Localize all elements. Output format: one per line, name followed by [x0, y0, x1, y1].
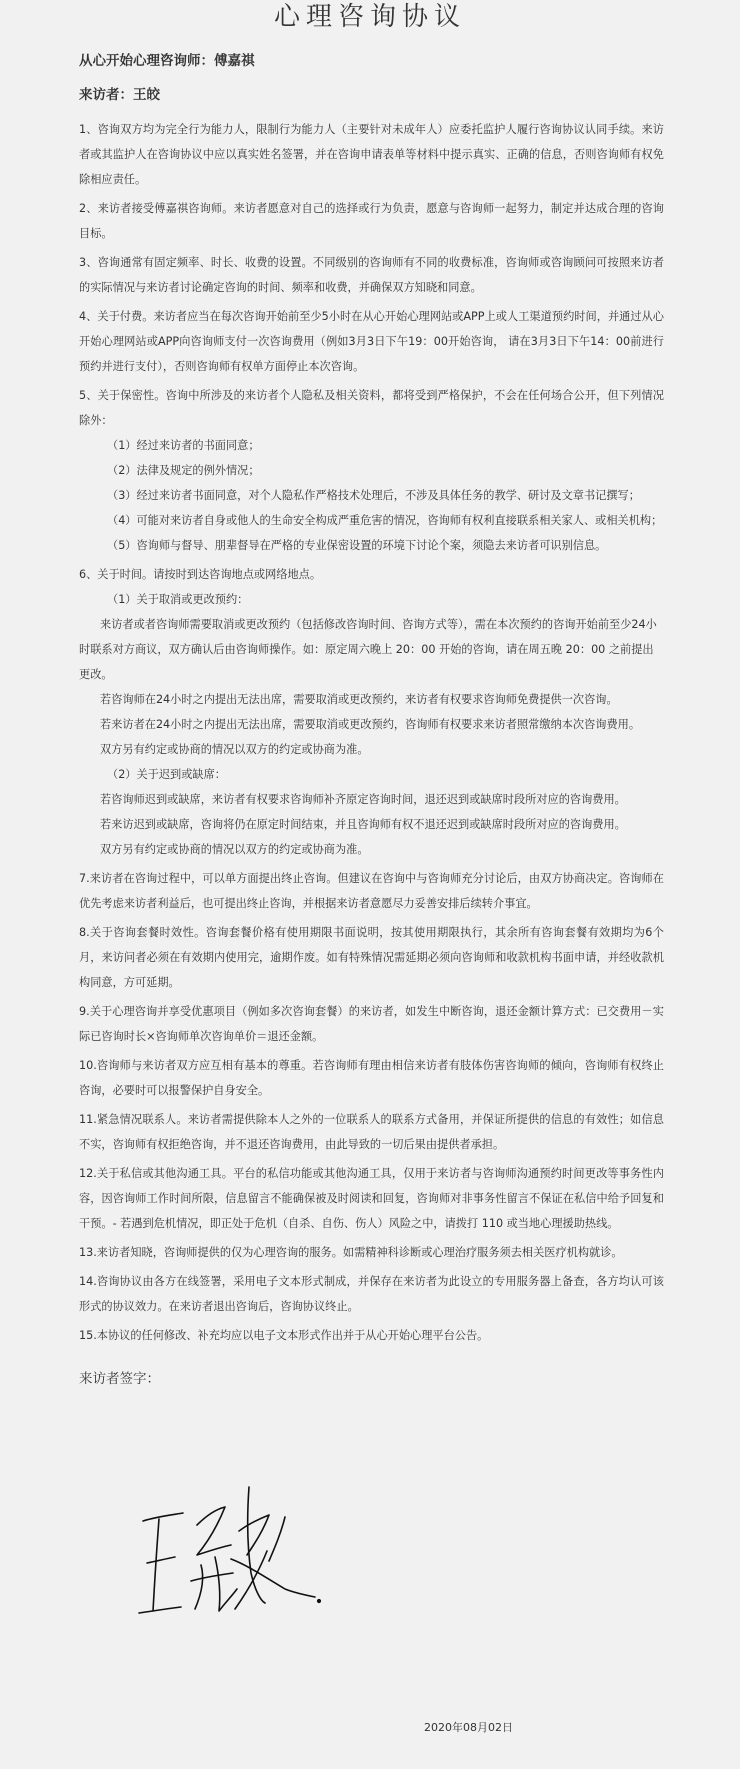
- clause-6-intro: 6、关于时间。请按时到达咨询地点或网络地点。: [79, 568, 322, 581]
- clause-6-sub1-line: 若咨询师在24小时之内提出无法出席，需要取消或更改预约，来访者有权要求咨询师免费提供一次咨询。: [100, 693, 618, 706]
- clause-13: 13.来访者知晓，咨询师提供的仅为心理咨询的服务。如需精神科诊断或心理治疗服务须去相关医疗机构就诊。: [79, 1246, 623, 1259]
- privacy-item: （2）法律及规定的例外情况；: [107, 464, 260, 477]
- clause-14: 14.咨询协议由各方在线签署，采用电子文本形式制成，并保存在来访者为此设立的专用服务器上备查，各方均认可该形式的协议效力。在来访者退出咨询后，咨询协议终止。: [79, 1275, 664, 1313]
- signature-label: 来访者签字：: [79, 1371, 160, 1387]
- privacy-item: （4）可能对来访者自身或他人的生命安全构成严重危害的情况，咨询师有权利直接联系相关家人、或相关机构；: [107, 514, 663, 527]
- clause-8: 8.关于咨询套餐时效性。咨询套餐价格有使用期限书面说明，按其使用期限执行，其余所有咨询套餐有效期均为6个月，来访问者必须在有效期内使用完，逾期作废。如有特殊情况需延期必须向咨询师和收款机构书面申请，并经收款机构同意，方可延期。: [79, 926, 664, 989]
- privacy-item: （5）咨询师与督导、朋辈督导在严格的专业保密设置的环境下讨论个案，须隐去来访者可识别信息。: [107, 539, 607, 552]
- clause-2: 2、来访者接受傅嘉祺咨询师。来访者愿意对自己的选择或行为负责，愿意与咨询师一起努力，制定并达成合理的咨询目标。: [79, 202, 664, 240]
- clause-4: 4、关于付费。来访者应当在每次咨询开始前至少5小时在从心开始心理网站或APP上或人工渠道预约时间，并通过从心开始心理网站或APP向咨询师支付一次咨询费用（例如3月3日下午19：00开始咨询， 请在3月3日下午14：00前进行预约并进行支付），否则咨询师有权单方面停止本次咨询。: [79, 310, 664, 373]
- clause-6-sub2-line: 若来访迟到或缺席，咨询将仍在原定时间结束，并且咨询师有权不退还迟到或缺席时段所对应的咨询费用。: [100, 818, 626, 831]
- privacy-item: （1）经过来访者的书面同意；: [107, 439, 260, 452]
- clause-12: 12.关于私信或其他沟通工具。平台的私信功能或其他沟通工具，仅用于来访者与咨询师沟通预约时间更改等事务性内容，因咨询师工作时间所限，信息留言不能确保被及时阅读和回复，咨询师对非事务性留言不保证在私信中给予回复和干预。- 若遇到危机情况，即正处于危机（自杀、自伤、伤人）风险之中，请拨打 110 或当地心理援助热线。: [79, 1167, 664, 1230]
- clause-15: 15.本协议的任何修改、补充均应以电子文本形式作出并于从心开始心理平台公告。: [79, 1329, 489, 1342]
- clause-9: 9.关于心理咨询并享受优惠项目（例如多次咨询套餐）的来访者，如发生中断咨询，退还金额计算方式：已交费用－实际已咨询时长×咨询师单次咨询单价＝退还金额。: [79, 1005, 664, 1043]
- clause-6-sub1-title: （1）关于取消或更改预约：: [107, 593, 249, 606]
- clause-6-sub2-line: 若咨询师迟到或缺席，来访者有权要求咨询师补齐原定咨询时间，退还迟到或缺席时段所对应的咨询费用。: [100, 793, 626, 806]
- sign-date: 2020年08月02日: [424, 1721, 513, 1734]
- clause-6-sub1-line: 双方另有约定或协商的情况以双方的约定或协商为准。: [100, 743, 369, 756]
- clause-6-sub2-title: （2）关于迟到或缺席：: [107, 768, 226, 781]
- clause-3: 3、咨询通常有固定频率、时长、收费的设置。不同级别的咨询师有不同的收费标准，咨询师或咨询顾问可按照来访者的实际情况与来访者讨论确定咨询的时间、频率和收费，并确保双方知晓和同意。: [79, 256, 664, 294]
- clause-10: 10.咨询师与来访者双方应互相有基本的尊重。若咨询师有理由相信来访者有肢体伤害咨询师的倾向，咨询师有权终止咨询，必要时可以报警保护自身安全。: [79, 1059, 664, 1097]
- agreement-body: [79, 50, 664, 1390]
- clause-11: 11.紧急情况联系人。来访者需提供除本人之外的一位联系人的联系方式备用，并保证所提供的信息的有效性；如信息不实，咨询师有权拒绝咨询，并不退还咨询费用，由此导致的一切后果由提供者承担。: [79, 1113, 664, 1151]
- clause-5: 5、关于保密性。咨询中所涉及的来访者个人隐私及相关资料，都将受到严格保护，不会在任何场合公开，但下列情况除外：: [79, 389, 664, 427]
- document-title: 心理咨询协议: [273, 2, 466, 32]
- counselor-line: 从心开始心理咨询师：傅嘉祺: [79, 53, 255, 69]
- clause-6-sub2-line: 双方另有约定或协商的情况以双方的约定或协商为准。: [100, 843, 369, 856]
- clause-6-sub1-line: 若来访者在24小时之内提出无法出席，需要取消或更改预约，咨询师有权要求来访者照常缴纳本次咨询费用。: [100, 718, 641, 731]
- privacy-item: （3）经过来访者书面同意，对个人隐私作严格技术处理后，不涉及具体任务的教学、研讨及文章书记撰写；: [107, 489, 640, 502]
- handwritten-signature: [135, 1485, 325, 1625]
- clause-1: 1、咨询双方均为完全行为能力人，限制行为能力人（主要针对未成年人）应委托监护人履行咨询协议认同手续。来访者或其监护人在咨询协议中应以真实姓名签署，并在咨询申请表单等材料中提示真实、正确的信息，否则咨询师有权免除相应责任。: [79, 123, 664, 186]
- client-line: 来访者：王皎: [79, 87, 160, 103]
- clause-7: 7.来访者在咨询过程中，可以单方面提出终止咨询。但建议在咨询中与咨询师充分讨论后，由双方协商决定。咨询师在优先考虑来访者利益后，也可提出终止咨询，并根据来访者意愿尽力妥善安排后续转介事宜。: [79, 872, 664, 910]
- clause-6-sub1-body: 来访者或者咨询师需要取消或更改预约（包括修改咨询时间、咨询方式等），需在本次预约的咨询开始前至少24小时联系对方商议，双方确认后由咨询师操作。如：原定周六晚上 20：00 开始的咨询，请在周五晚 20：00 之前提出更改。: [79, 618, 657, 681]
